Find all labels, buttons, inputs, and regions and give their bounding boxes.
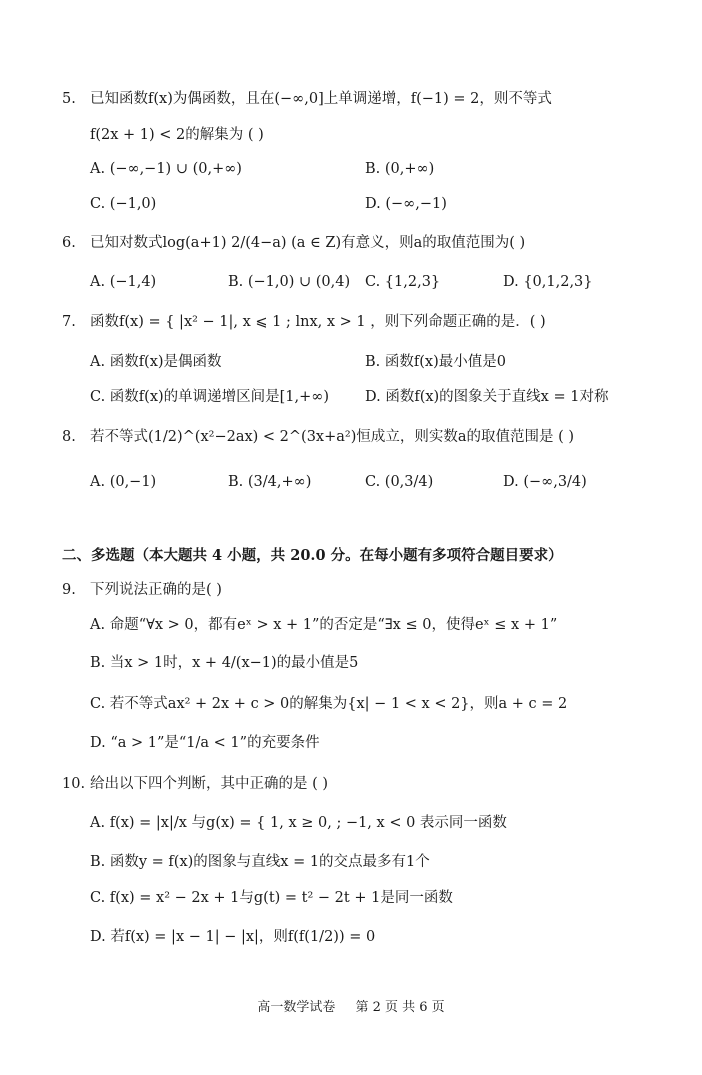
option-a: A. (0,−1): [90, 474, 157, 490]
page-footer: [0, 996, 702, 1015]
option-b: B. (−1,0) ∪ (0,4): [228, 274, 351, 290]
question-number: 10.: [62, 776, 86, 792]
option-c: C. f(x) = x² − 2x + 1与g(t) = t² − 2t + 1是同一函数: [90, 890, 453, 906]
option-a: A. f(x) = |x|/x 与g(x) = { 1, x ≥ 0, ; −1, x < 0 表示同一函数: [90, 815, 507, 831]
question-number: 8.: [62, 429, 76, 445]
question-stem: 已知对数式log(a+1) 2/(4−a) (a ∈ Z)有意义，则a的取值范围为( ): [90, 235, 526, 251]
option-b: B. 函数f(x)最小值是0: [365, 354, 506, 370]
option-d: D. “a > 1”是“1/a < 1”的充要条件: [90, 735, 320, 751]
question-5: [62, 92, 552, 108]
question-number: 6.: [62, 235, 76, 251]
question-9: [62, 583, 222, 599]
question-8: [62, 430, 574, 446]
question-number: 9.: [62, 582, 76, 598]
option-b: B. (0,+∞): [365, 161, 435, 177]
option-a: A. 函数f(x)是偶函数: [90, 354, 222, 370]
option-c: C. 函数f(x)的单调递增区间是[1,+∞): [90, 389, 330, 405]
question-stem: 下列说法正确的是( ): [90, 582, 222, 598]
question-stem: 若不等式(1/2)^(x²−2ax) < 2^(3x+a²)恒成立，则实数a的取值范围是 ( ): [90, 429, 575, 445]
footer-subject: 高一数学试卷: [257, 1000, 336, 1015]
question-stem-line-1: 已知函数f(x)为偶函数，且在(−∞,0]上单调递增，f(−1) = 2，则不等式: [90, 91, 552, 107]
question-7: [62, 315, 546, 331]
footer-page-number: 第 2 页 共 6 页: [355, 1000, 445, 1015]
option-d: D. 若f(x) = |x − 1| − |x|，则f(f(1/2)) = 0: [90, 929, 376, 945]
option-c: C. (−1,0): [90, 196, 157, 212]
option-b: B. 当x > 1时，x + 4/(x−1)的最小值是5: [90, 655, 359, 671]
option-c: C. {1,2,3}: [365, 274, 441, 290]
section-heading: 二、多选题（本大题共 4 小题，共 20.0 分。在每小题有多项符合题目要求）: [62, 547, 563, 564]
question-stem: 给出以下四个判断，其中正确的是 ( ): [90, 776, 329, 792]
option-d: D. 函数f(x)的图象关于直线x = 1对称: [365, 389, 609, 405]
option-a: A. 命题“∀x > 0，都有eˣ > x + 1”的否定是“∃x ≤ 0，使得eˣ ≤ x + 1”: [90, 617, 558, 633]
option-d: D. {0,1,2,3}: [503, 274, 593, 290]
question-number: 5.: [62, 91, 76, 107]
option-a: A. (−1,4): [90, 274, 157, 290]
option-b: B. 函数y = f(x)的图象与直线x = 1的交点最多有1个: [90, 854, 430, 870]
question-10: [62, 777, 328, 793]
option-d: D. (−∞,−1): [365, 196, 447, 212]
option-c: C. (0,3/4): [365, 474, 434, 490]
question-6: [62, 236, 525, 252]
option-b: B. (3/4,+∞): [228, 474, 312, 490]
question-stem-line-2: f(2x + 1) < 2的解集为 ( ): [90, 127, 264, 143]
option-a: A. (−∞,−1) ∪ (0,+∞): [90, 161, 242, 177]
option-d: D. (−∞,3/4): [503, 474, 587, 490]
question-stem: 函数f(x) = { |x² − 1|, x ⩽ 1 ; lnx, x > 1 ，则下列命题正确的是．( ): [90, 314, 546, 330]
option-c: C. 若不等式ax² + 2x + c > 0的解集为{x| − 1 < x < 2}，则a + c = 2: [90, 696, 568, 712]
question-number: 7.: [62, 314, 76, 330]
